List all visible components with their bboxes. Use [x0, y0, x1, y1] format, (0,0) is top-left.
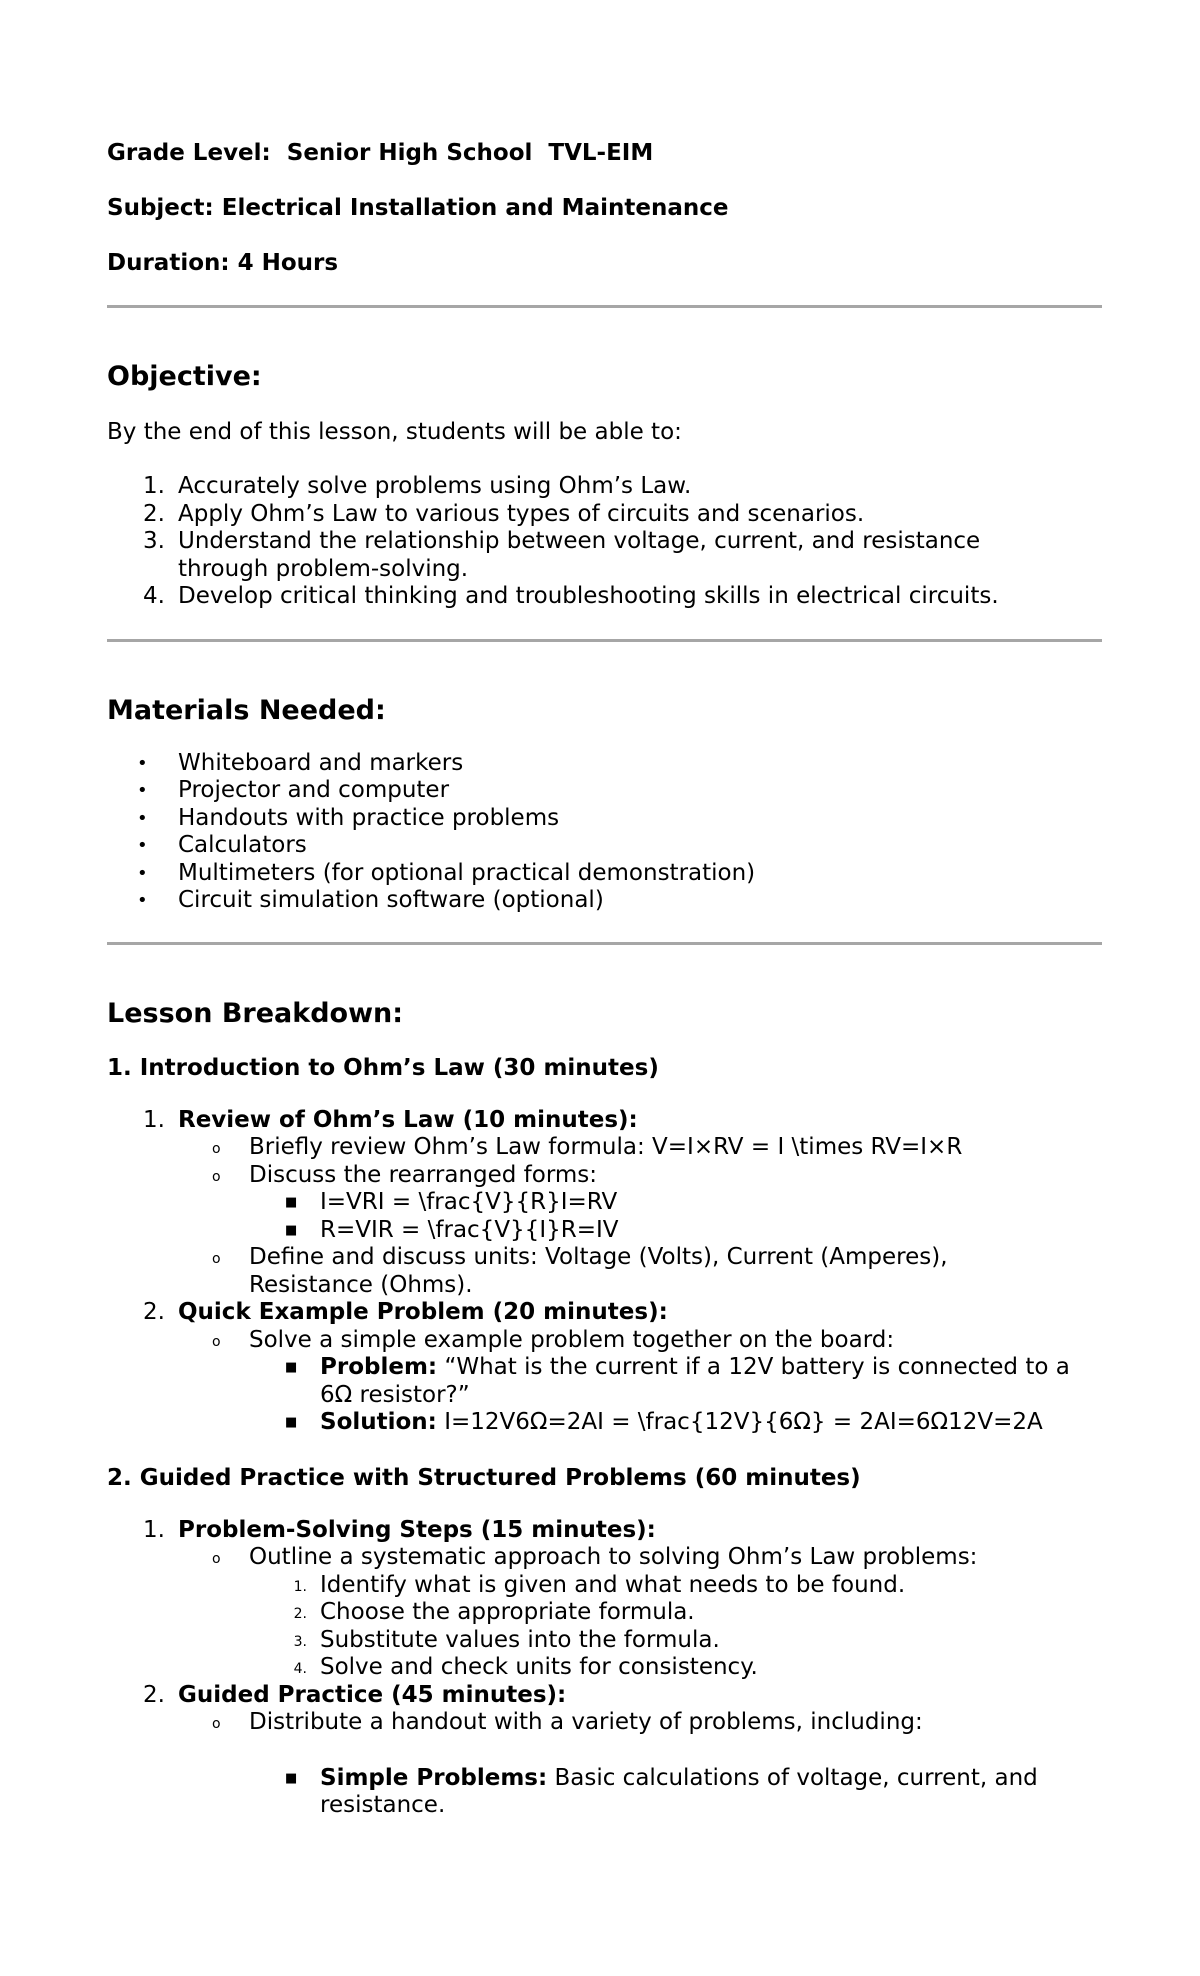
bullet-dot: • [137, 780, 148, 801]
step-bullet [178, 1709, 1102, 1820]
list-number: 3. [293, 1633, 307, 1650]
square-bullet: ■ [285, 1415, 298, 1430]
list-number: 2. [293, 1606, 307, 1622]
procedure-list [249, 1572, 1102, 1682]
bullet-dot: • [137, 835, 148, 856]
divider [107, 942, 1102, 945]
circle-bullet: o [212, 1168, 221, 1185]
material-item [107, 777, 1102, 805]
objective-item-text: Apply Ohm’s Law to various types of circuits and scenarios. [178, 500, 865, 527]
form-item [249, 1217, 1102, 1245]
procedure-step [249, 1654, 1102, 1682]
duration-label: Duration: [107, 250, 230, 276]
subject-value: Electrical Installation and Maintenance [221, 195, 729, 221]
subject-label: Subject: [107, 195, 214, 221]
material-item [107, 860, 1102, 888]
material-item-text: Whiteboard and markers [178, 749, 464, 776]
procedure-step [249, 1627, 1102, 1655]
grade-level-line [107, 138, 1102, 168]
document-content [107, 138, 1102, 1820]
list-number: 1. [293, 1578, 307, 1595]
part1-title: 1. Introduction to Ohm’s Law (30 minutes) [107, 1054, 659, 1081]
bullet-dot: • [137, 807, 148, 829]
materials-list [107, 750, 1102, 915]
step-bullet [178, 1327, 1102, 1437]
procedure-step-text: Solve and check units for consistency. [320, 1654, 758, 1680]
subject-line [107, 193, 1102, 223]
bullet-dot: • [137, 752, 148, 774]
step-title: Review of Ohm’s Law (10 minutes): [178, 1106, 638, 1133]
part1-step [107, 1107, 1102, 1300]
objective-item [107, 583, 1102, 611]
square-bullet: ■ [285, 1770, 298, 1786]
example-list [249, 1354, 1102, 1437]
step-bullets [178, 1134, 1102, 1299]
example-solution [249, 1409, 1102, 1437]
part1-list [107, 1107, 1102, 1437]
objective-list [107, 473, 1102, 611]
bullet-dot: • [137, 890, 148, 911]
material-item-text: Circuit simulation software (optional) [178, 887, 604, 913]
part2-list [107, 1517, 1102, 1820]
step-bullet [178, 1162, 1102, 1245]
example-problem [249, 1354, 1102, 1409]
list-number: 2. [143, 1681, 165, 1708]
objective-item-text: Develop critical thinking and troubleshooting skills in electrical circuits. [178, 583, 999, 609]
material-item [107, 832, 1102, 860]
square-bullet: ■ [285, 1195, 298, 1210]
material-item [107, 887, 1102, 915]
step-bullets [178, 1327, 1102, 1437]
objective-item-text: Understand the relationship between voltage, current, and resistance through problem-solving. [178, 528, 981, 582]
step-bullet-text: Briefly review Ohm’s Law formula: V=I×RV = I \times RV=I×R [249, 1134, 963, 1160]
form-item-text: I=VRI = \frac{V}{R}I=RV [320, 1189, 618, 1215]
objective-intro: By the end of this lesson, students will be able to: [107, 419, 682, 445]
problem-type-list [249, 1765, 1102, 1820]
divider [107, 639, 1102, 642]
part1-step [107, 1299, 1102, 1437]
material-item-text: Projector and computer [178, 777, 450, 803]
grade-level-label: Grade Level: [107, 140, 271, 166]
form-list [249, 1189, 1102, 1244]
solution-label: Solution: [320, 1409, 437, 1435]
list-number: 1. [143, 1516, 165, 1543]
divider [107, 305, 1102, 308]
objective-item [107, 528, 1102, 583]
simple-problems-text: Basic calculations of voltage, current, and resistance. [320, 1764, 1038, 1818]
procedure-step-text: Identify what is given and what needs to be found. [320, 1571, 906, 1598]
duration-value: 4 Hours [237, 250, 339, 276]
step-bullet-text: Solve a simple example problem together on the board: [249, 1326, 895, 1353]
problem-type-item [249, 1765, 1102, 1820]
problem-label: Problem: [320, 1354, 438, 1380]
form-item-text: R=VIR = \frac{V}{I}R=IV [320, 1216, 619, 1243]
procedure-step-text: Choose the appropriate formula. [320, 1599, 695, 1625]
objective-heading: Objective: [107, 361, 262, 392]
materials-heading: Materials Needed: [107, 694, 386, 726]
circle-bullet: o [212, 1251, 221, 1267]
step-bullet [178, 1244, 1102, 1299]
step-bullets [178, 1544, 1102, 1682]
objective-item-text: Accurately solve problems using Ohm’s Law. [178, 473, 692, 499]
step-bullet-text: Distribute a handout with a variety of problems, including: [249, 1709, 923, 1735]
breakdown-heading: Lesson Breakdown: [107, 997, 404, 1029]
list-number: 4. [143, 583, 165, 609]
problem-text: “What is the current if a 12V battery is connected to a 6Ω resistor?” [320, 1354, 1070, 1408]
material-item [107, 805, 1102, 833]
square-bullet: ■ [285, 1360, 298, 1375]
list-number: 2. [143, 500, 165, 527]
list-number: 1. [143, 1106, 165, 1133]
list-number: 1. [143, 473, 165, 499]
list-number: 3. [143, 528, 165, 554]
bullet-dot: • [137, 862, 148, 884]
step-title: Guided Practice (45 minutes): [178, 1681, 567, 1708]
step-bullet [178, 1134, 1102, 1162]
part2-title: 2. Guided Practice with Structured Problems (60 minutes) [107, 1464, 861, 1491]
procedure-step-text: Substitute values into the formula. [320, 1626, 720, 1653]
form-item [249, 1189, 1102, 1217]
step-bullet-text: Define and discuss units: Voltage (Volts), Current (Amperes), Resistance (Ohms). [249, 1244, 948, 1298]
grade-level-value: Senior High School TVL-EIM [286, 140, 654, 166]
circle-bullet: o [212, 1333, 221, 1350]
circle-bullet: o [212, 1716, 221, 1732]
step-bullet [178, 1544, 1102, 1682]
step-bullet-text: Discuss the rearranged forms: [249, 1161, 598, 1188]
step-title: Problem-Solving Steps (15 minutes): [178, 1516, 656, 1543]
step-bullets [178, 1709, 1102, 1820]
procedure-step [249, 1599, 1102, 1627]
material-item [107, 750, 1102, 778]
part2-step [107, 1682, 1102, 1820]
material-item-text: Multimeters (for optional practical demonstration) [178, 859, 756, 886]
material-item-text: Calculators [178, 832, 307, 858]
part2-step [107, 1517, 1102, 1682]
list-number: 2. [143, 1299, 165, 1325]
list-number: 4. [293, 1661, 307, 1677]
objective-item [107, 473, 1102, 501]
material-item-text: Handouts with practice problems [178, 804, 560, 831]
procedure-step [249, 1572, 1102, 1600]
solution-text: I=12V6Ω=2AI = \frac{12V}{6Ω} = 2AI=6Ω12V=2A [444, 1409, 1043, 1435]
simple-problems-label: Simple Problems: [320, 1764, 548, 1791]
circle-bullet: o [212, 1551, 221, 1567]
step-title: Quick Example Problem (20 minutes): [178, 1299, 668, 1325]
circle-bullet: o [212, 1141, 221, 1157]
objective-item [107, 501, 1102, 529]
step-bullet-text: Outline a systematic approach to solving Ohm’s Law problems: [249, 1544, 978, 1570]
duration-line [107, 248, 1102, 278]
square-bullet: ■ [285, 1222, 298, 1238]
